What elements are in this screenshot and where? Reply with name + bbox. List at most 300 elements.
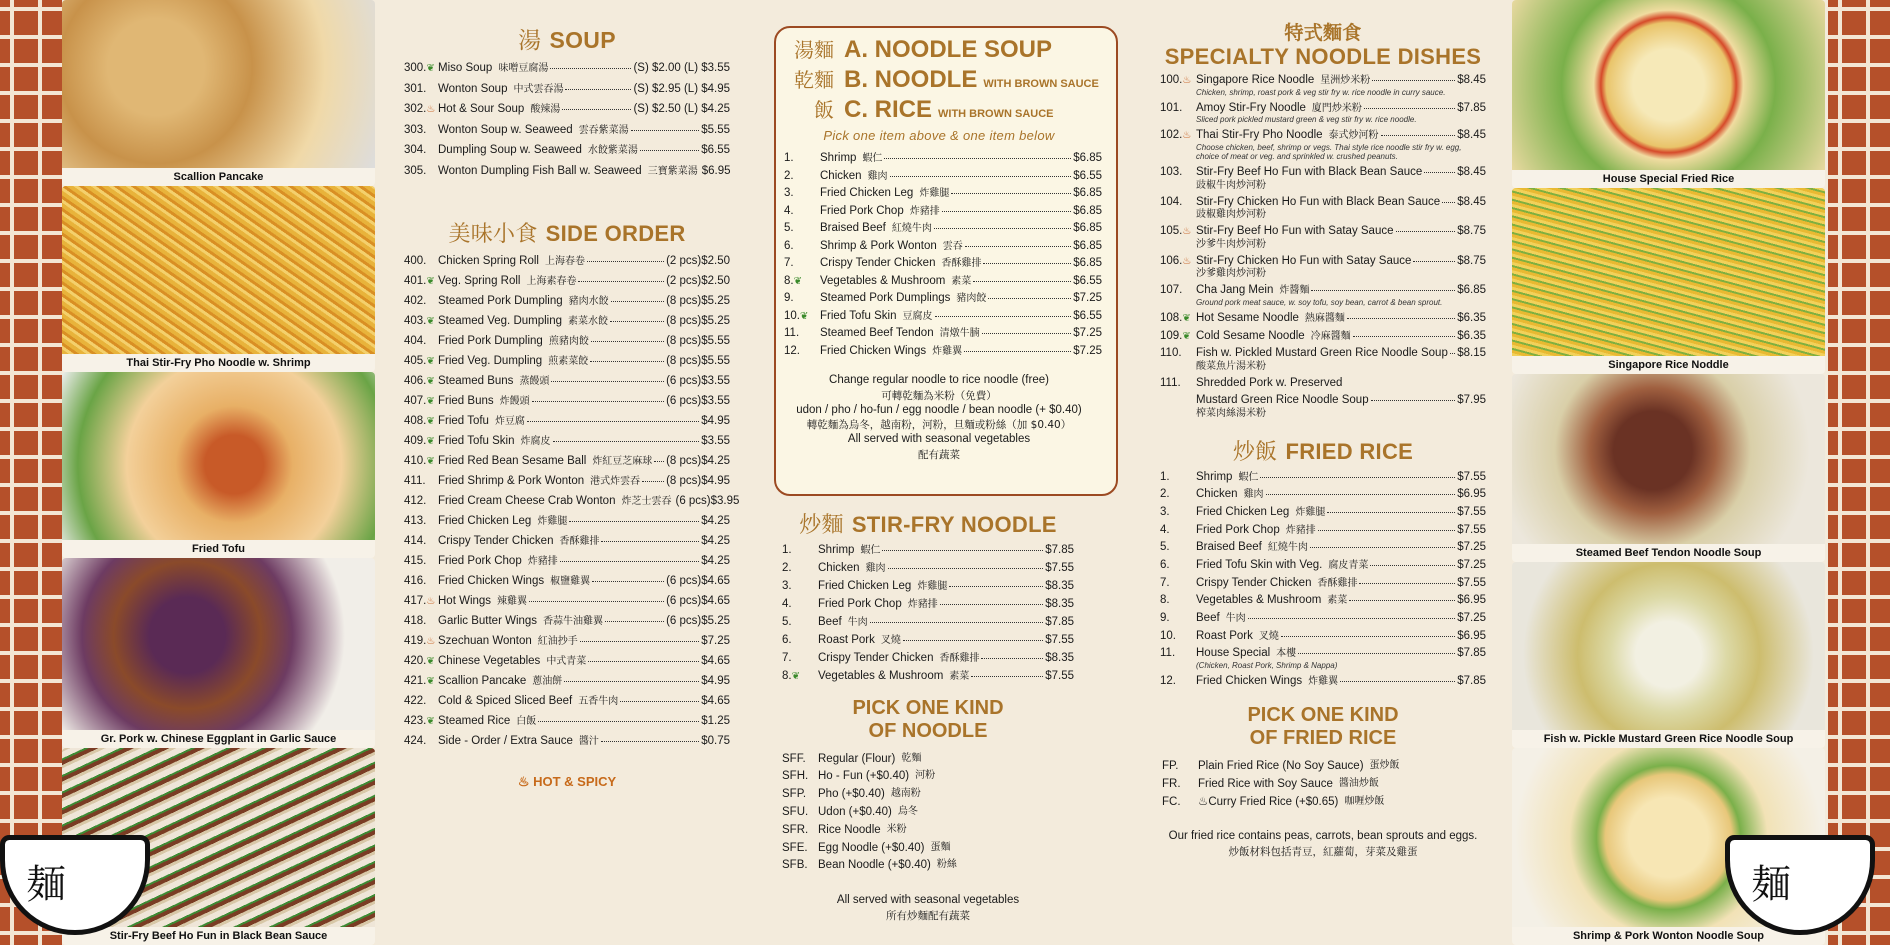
option-name: Regular (Flour) xyxy=(818,752,896,765)
leader-dots xyxy=(903,640,1043,641)
item-price: $7.25 xyxy=(1457,558,1486,571)
item-name: Fried Chicken Wings xyxy=(820,344,927,357)
noodle-box-list xyxy=(776,153,1102,357)
menu-item xyxy=(784,153,1102,165)
pick-noodle-heading: PICK ONE KIND OF NOODLE xyxy=(852,696,1004,742)
item-name: Fried Tofu xyxy=(438,415,489,427)
option-item xyxy=(782,822,1074,840)
item-name: Wonton Soup w. Seaweed xyxy=(438,123,573,136)
item-chinese-name: 香酥雞排 xyxy=(559,536,600,547)
photo-thai-pho xyxy=(62,186,375,372)
item-chinese-name: 雞肉 xyxy=(1243,489,1264,501)
leader-dots xyxy=(1260,477,1455,478)
soup-side-column xyxy=(404,22,740,790)
item-description: Sliced pork pickled mustard green & veg stir fry w. rice noodle. xyxy=(1196,115,1417,125)
leader-dots xyxy=(550,68,631,69)
pepper-icon: ♨ xyxy=(1198,795,1209,808)
item-price: $7.95 xyxy=(1457,394,1486,407)
item-name: Roast Pork xyxy=(818,634,875,646)
item-price: $7.25 xyxy=(1457,612,1486,625)
item-chinese-name: 炸饅頭 xyxy=(499,396,530,407)
leader-dots xyxy=(964,351,1071,352)
pick-noodle-list xyxy=(782,751,1074,876)
item-chinese-name: 白飯 xyxy=(516,716,537,727)
item-number: 404. xyxy=(404,335,427,347)
item-number: 302.♨ xyxy=(404,103,436,115)
item-chinese-name: 豆腐皮 xyxy=(902,310,933,322)
item-number: 412. xyxy=(404,495,427,507)
item-name: Shredded Pork w. Preserved xyxy=(1196,376,1343,389)
leaf-icon: ❦ xyxy=(426,416,435,427)
heading-title: A. NOODLE SOUP xyxy=(844,36,1053,63)
item-price: $4.25 xyxy=(701,535,730,547)
item-quantity: (6 pcs) xyxy=(666,615,702,627)
menu-item xyxy=(782,563,1074,575)
option-item xyxy=(1162,758,1486,776)
menu-item xyxy=(1160,167,1486,179)
beef-tendon-image xyxy=(1512,374,1825,544)
menu-item xyxy=(782,545,1074,557)
leader-dots xyxy=(1347,318,1455,319)
item-number: 303. xyxy=(404,123,427,136)
item-chinese-name: 酸辣湯 xyxy=(530,104,561,115)
photo-scallion-pancake xyxy=(62,0,375,186)
item-name: Crispy Tender Chicken xyxy=(818,652,934,664)
item-number: 11. xyxy=(1160,647,1176,660)
leader-dots xyxy=(971,676,1043,677)
specialty-list xyxy=(1160,75,1486,418)
menu-item xyxy=(404,716,730,728)
leader-dots xyxy=(1396,231,1456,232)
leader-dots xyxy=(551,381,664,382)
leader-dots xyxy=(1281,636,1455,637)
item-chinese-name: 炸芝士雲吞 xyxy=(621,496,672,507)
menu-item xyxy=(404,276,730,288)
item-chinese-name: 清燉牛腩 xyxy=(939,328,980,339)
item-name: Stir-Fry Chicken Ho Fun with Satay Sauce xyxy=(1196,254,1412,267)
item-price: $7.55 xyxy=(1045,562,1074,574)
option-chinese-name: 醬油炒飯 xyxy=(1338,777,1379,789)
item-chinese-name: 蝦仁 xyxy=(860,545,881,556)
item-name: Crispy Tender Chicken xyxy=(820,257,936,269)
item-price: $6.95 xyxy=(701,164,731,177)
fried-rice-heading: 炒飯 FRIED RICE xyxy=(1232,438,1414,465)
leader-dots xyxy=(1340,681,1455,682)
item-quantity: (2 pcs) xyxy=(666,255,702,267)
menu-item xyxy=(1160,75,1486,87)
item-name: Steamed Pork Dumplings xyxy=(820,292,951,304)
noodle-box-headings xyxy=(776,38,1102,122)
leader-dots xyxy=(620,701,699,702)
item-number: 9. xyxy=(784,292,794,304)
right-border-pattern xyxy=(1828,0,1890,945)
item-name: Hot Sesame Noodle xyxy=(1196,312,1299,325)
item-number: 8. xyxy=(1160,594,1170,607)
item-chinese-name: 水餃紫菜湯 xyxy=(587,145,638,156)
item-name: Fried Tofu Skin xyxy=(438,435,515,447)
stirfry-heading: 炒麵 STIR-FRY NOODLE xyxy=(799,512,1057,538)
photo-caption: Fried Tofu xyxy=(62,540,375,558)
item-price: $6.55 xyxy=(1073,309,1102,322)
item-price: $6.85 xyxy=(1073,204,1102,217)
option-chinese-name: 乾麵 xyxy=(901,752,922,764)
leaf-icon: ❦ xyxy=(1182,330,1191,342)
item-name: Vegetables & Mushroom xyxy=(818,670,944,682)
menu-item xyxy=(1160,631,1486,643)
item-chinese-name: 雲吞 xyxy=(942,240,963,252)
menu-item xyxy=(404,576,730,588)
leader-dots xyxy=(1353,336,1456,337)
item-quantity: (8 pcs) xyxy=(666,475,702,487)
menu-item xyxy=(784,188,1102,200)
leader-dots xyxy=(587,261,664,262)
leader-dots xyxy=(1381,135,1456,136)
photo-caption: Thai Stir-Fry Pho Noodle w. Shrimp xyxy=(62,354,375,372)
item-price: (S) $2.00 (L) $3.55 xyxy=(633,62,730,74)
item-number: 10.❦ xyxy=(784,309,809,322)
leaf-icon: ❦ xyxy=(1182,313,1191,325)
item-number: 103. xyxy=(1160,166,1183,179)
item-chinese-name: 香酥雞排 xyxy=(1317,577,1358,589)
item-number: 5. xyxy=(784,222,794,234)
item-number: 301. xyxy=(404,82,427,95)
option-chinese-name: 咖喱炒飯 xyxy=(1344,795,1385,807)
leader-dots xyxy=(1248,618,1456,619)
noodle-soup-box xyxy=(774,26,1118,496)
item-price: $2.50 xyxy=(701,255,730,267)
menu-item xyxy=(404,696,730,708)
option-code: SFB. xyxy=(782,859,808,872)
option-name: Ho - Fun (+$0.40) xyxy=(818,770,910,783)
item-name: Shrimp & Pork Wonton xyxy=(820,239,937,252)
option-chinese-name: 米粉 xyxy=(886,823,907,835)
item-number: 413. xyxy=(404,515,427,527)
menu-item xyxy=(1160,648,1486,660)
leaf-icon: ❦ xyxy=(426,376,435,387)
item-number: 3. xyxy=(784,187,794,199)
item-price: $5.55 xyxy=(701,335,730,347)
item-chinese-name: 雞肉 xyxy=(867,170,888,182)
leader-dots xyxy=(951,193,1071,194)
item-number: 403.❦ xyxy=(404,315,435,327)
item-price: $4.65 xyxy=(701,695,730,707)
option-chinese-name: 蛋炒飯 xyxy=(1369,759,1400,771)
item-chinese-name: 五香牛肉 xyxy=(578,696,619,707)
leader-dots xyxy=(578,281,664,282)
pepper-icon: ♨ xyxy=(426,636,436,647)
leader-dots xyxy=(981,658,1043,659)
item-chinese-name: 牛肉 xyxy=(847,617,868,628)
leader-dots xyxy=(654,461,664,462)
item-name: Braised Beef xyxy=(820,222,886,234)
leaf-icon: ❦ xyxy=(426,276,435,287)
item-chinese-name: 叉燒 xyxy=(1258,630,1279,642)
option-name: Plain Fried Rice (No Soy Sauce) xyxy=(1198,759,1364,772)
menu-item xyxy=(404,356,730,368)
item-number: 1. xyxy=(782,544,792,556)
leaf-icon: ❦ xyxy=(426,436,435,447)
item-number: 2. xyxy=(1160,488,1170,501)
leader-dots xyxy=(942,211,1071,212)
item-number: 6. xyxy=(1160,558,1170,571)
item-chinese-name: 辣雞翼 xyxy=(497,596,528,607)
item-chinese-name: 炸雞翼 xyxy=(1308,676,1339,688)
menu-item xyxy=(404,556,730,568)
item-chinese-name: 炸醬麵 xyxy=(1279,285,1310,297)
item-chinese-name: 素菜水餃 xyxy=(568,316,609,327)
item-price: $4.95 xyxy=(701,415,730,427)
item-number: 7. xyxy=(782,652,792,664)
specialty-heading-zh: 特式麵食 xyxy=(1284,23,1362,44)
option-name: Rice Noodle xyxy=(818,823,881,836)
menu-item xyxy=(1160,507,1486,519)
item-price: $5.25 xyxy=(701,615,730,627)
item-price: $3.55 xyxy=(701,395,730,407)
item-number: 418. xyxy=(404,615,427,627)
item-name: Chicken xyxy=(1196,488,1238,501)
item-chinese-name: 冷麻醬麵 xyxy=(1310,330,1351,342)
menu-item xyxy=(782,653,1074,665)
item-chinese-name: 炸豬排 xyxy=(1285,524,1316,536)
photo-caption: Gr. Pork w. Chinese Eggplant in Garlic Sauce xyxy=(62,730,375,748)
menu-item xyxy=(1160,489,1486,501)
item-name: Fried Pork Chop xyxy=(1196,523,1280,536)
item-chinese-name: 炸豬排 xyxy=(907,599,938,610)
item-price: $6.85 xyxy=(1073,239,1102,252)
item-name: Fried Red Bean Sesame Ball xyxy=(438,455,587,467)
item-number: 106.♨ xyxy=(1160,254,1192,267)
menu-item xyxy=(1160,595,1486,607)
item-chinese-name: 香酥雞排 xyxy=(941,258,982,269)
item-number: 3. xyxy=(782,580,792,592)
right-photo-column xyxy=(1512,0,1825,945)
item-name: Fried Pork Dumpling xyxy=(438,335,543,347)
item-price: $8.35 xyxy=(1045,598,1074,610)
item-number: 416. xyxy=(404,575,427,587)
item-number: 420.❦ xyxy=(404,655,435,667)
item-name: Side - Order / Extra Sauce xyxy=(438,735,573,747)
item-number: 12. xyxy=(784,344,800,357)
item-name: Hot & Sour Soup xyxy=(438,103,525,115)
option-code: FP. xyxy=(1162,759,1179,772)
leader-dots xyxy=(888,568,1044,569)
leader-dots xyxy=(1442,202,1455,203)
option-item xyxy=(1162,794,1486,812)
leader-dots xyxy=(1298,653,1455,654)
leader-dots xyxy=(949,586,1043,587)
item-chinese-name: 素菜 xyxy=(1327,595,1348,607)
item-number: 405.❦ xyxy=(404,355,435,367)
menu-item xyxy=(782,599,1074,611)
item-number: 105.♨ xyxy=(1160,225,1192,238)
option-item xyxy=(782,786,1074,804)
fried-rice-note: Our fried rice contains peas, carrots, bean sprouts and eggs. 炒飯材料包括青豆，紅蘿蔔，芽菜及雞蛋 xyxy=(1168,830,1478,858)
item-name: Wonton Dumpling Fish Ball w. Seaweed xyxy=(438,164,642,177)
leader-dots xyxy=(538,721,699,722)
item-chinese-name: 中式雲吞湯 xyxy=(513,83,564,95)
item-name: Cold & Spiced Sliced Beef xyxy=(438,695,573,707)
item-price: $4.65 xyxy=(701,595,730,607)
photo-caption: Shrimp & Pork Wonton Noodle Soup xyxy=(1512,927,1825,945)
item-price: $4.25 xyxy=(701,455,730,467)
item-chinese-name: 酸菜魚片湯米粉 xyxy=(1196,360,1266,372)
item-name: Steamed Pork Dumpling xyxy=(438,295,563,307)
item-chinese-name: 素菜 xyxy=(951,275,972,287)
leader-dots xyxy=(610,321,664,322)
item-name: Fried Cream Cheese Crab Wonton xyxy=(438,495,616,507)
item-name: Fish w. Pickled Mustard Green Rice Noodle Soup xyxy=(1196,347,1448,360)
item-price: $7.25 xyxy=(701,635,730,647)
item-price: $6.85 xyxy=(1073,257,1102,269)
scallion-pancake-image xyxy=(62,0,375,168)
item-name: Fried Pork Chop xyxy=(820,204,904,217)
item-price: $7.85 xyxy=(1045,616,1074,628)
leader-dots xyxy=(631,130,700,131)
leader-dots xyxy=(601,541,699,542)
item-chinese-name: 炸豆腐 xyxy=(494,416,525,427)
menu-item xyxy=(404,596,730,608)
item-chinese-name: 中式青菜 xyxy=(546,656,587,667)
item-chinese-name: 腐皮青菜 xyxy=(1328,559,1369,571)
item-price: $6.35 xyxy=(1457,312,1486,325)
menu-item xyxy=(404,396,730,408)
singapore-noodle-image xyxy=(1512,188,1825,356)
mustard-soup-image xyxy=(1512,562,1825,730)
item-chinese-name: 星洲炒米粉 xyxy=(1320,75,1371,87)
leader-dots xyxy=(591,341,664,342)
option-code: SFE. xyxy=(782,841,808,854)
leader-dots xyxy=(1318,530,1455,531)
heading-chinese: 湯麵 xyxy=(794,38,834,62)
item-price: $5.55 xyxy=(701,355,730,367)
menu-item xyxy=(404,166,730,178)
item-name: Scallion Pancake xyxy=(438,675,527,687)
item-number: 100.♨ xyxy=(1160,74,1192,87)
item-price: $7.25 xyxy=(1073,292,1102,304)
menu-item xyxy=(1160,226,1486,238)
heading-subtitle: WITH BROWN SAUCE xyxy=(983,78,1099,90)
item-number: 402. xyxy=(404,295,427,307)
leader-dots xyxy=(588,661,699,662)
item-price: $4.65 xyxy=(701,655,730,667)
menu-item xyxy=(1160,378,1486,390)
item-quantity: (8 pcs) xyxy=(666,335,702,347)
leader-dots xyxy=(1450,353,1455,354)
menu-item xyxy=(404,476,730,488)
item-name: Szechuan Wonton xyxy=(438,635,532,647)
menu-item xyxy=(1160,578,1486,590)
leader-dots xyxy=(1349,600,1455,601)
item-number: 110. xyxy=(1160,347,1182,360)
menu-item xyxy=(1160,197,1486,209)
photo-mustard-soup xyxy=(1512,562,1825,748)
menu-item xyxy=(1160,256,1486,268)
item-quantity: (6 pcs) xyxy=(666,595,702,607)
noodle-box-heading xyxy=(776,98,1102,122)
menu-item xyxy=(1160,542,1486,554)
item-price: $6.85 xyxy=(1073,222,1102,234)
specialty-heading: SPECIALTY NOODLE DISHES xyxy=(1164,43,1482,69)
option-item xyxy=(782,804,1074,822)
item-number: 107. xyxy=(1160,284,1183,297)
menu-item xyxy=(784,293,1102,305)
item-number: 401.❦ xyxy=(404,275,435,287)
item-number: 411. xyxy=(404,475,426,487)
item-number: 104. xyxy=(1160,195,1183,208)
item-chinese-name: 紅燒牛肉 xyxy=(891,223,932,234)
bowl-mark: 麺 xyxy=(1751,862,1791,908)
option-code: SFR. xyxy=(782,823,809,836)
item-price: $2.50 xyxy=(701,275,730,287)
leaf-icon: ❦ xyxy=(426,396,435,407)
leader-dots xyxy=(965,246,1071,247)
item-description: (Chicken, Roast Pork, Shrimp & Nappa) xyxy=(1196,661,1338,671)
pick-instruction: Pick one item above & one item below xyxy=(823,128,1055,143)
item-number: 414. xyxy=(404,535,427,547)
menu-item xyxy=(404,104,730,116)
leader-dots xyxy=(870,622,1044,623)
menu-item xyxy=(784,346,1102,358)
photo-caption: Steamed Beef Tendon Noodle Soup xyxy=(1512,544,1825,562)
leader-dots xyxy=(1310,547,1455,548)
item-number: 4. xyxy=(784,204,794,217)
item-price: $7.55 xyxy=(1045,670,1074,682)
menu-item xyxy=(404,656,730,668)
item-chinese-name: 素菜 xyxy=(949,671,970,682)
item-price: $1.25 xyxy=(701,715,730,727)
menu-item xyxy=(1160,103,1486,115)
option-item xyxy=(782,751,1074,769)
item-chinese-name: 炸雞腿 xyxy=(919,188,950,199)
item-price: $8.75 xyxy=(1457,254,1486,267)
item-price: $6.55 xyxy=(1073,169,1102,182)
leader-dots xyxy=(884,158,1071,159)
item-number: 305. xyxy=(404,164,427,177)
item-price: $0.75 xyxy=(701,735,730,747)
item-quantity: (6 pcs) xyxy=(666,395,702,407)
option-name: Bean Noodle (+$0.40) xyxy=(818,859,931,872)
menu-item xyxy=(1160,313,1486,325)
leader-dots xyxy=(611,301,664,302)
item-price: $7.85 xyxy=(1457,647,1486,660)
item-price: $6.95 xyxy=(1457,488,1486,501)
leader-dots xyxy=(590,361,664,362)
menu-item xyxy=(404,376,730,388)
menu-item xyxy=(784,241,1102,253)
noodle-box-notes: Change regular noodle to rice noodle (free) 可轉乾麵為米粉（免費） udon / pho / ho-fun / egg noodle / bean noodle (+ $0.40) 轉乾麵為烏冬，越南粉，河粉，旦麵或粉絲（加 $0.40） All served with seasonal vegetables 配有蔬菜 xyxy=(796,374,1082,461)
item-name: Beef xyxy=(818,616,842,628)
item-name: Fried Chicken Leg xyxy=(438,515,532,527)
photo-beef-tendon-soup xyxy=(1512,374,1825,562)
item-chinese-name: 沙爹牛肉炒河粉 xyxy=(1196,238,1266,250)
item-chinese-name: 炸豬排 xyxy=(527,556,558,567)
item-price: $7.55 xyxy=(1457,505,1486,518)
leader-dots xyxy=(565,89,631,90)
leader-dots xyxy=(605,621,664,622)
item-number: 5. xyxy=(1160,541,1170,554)
menu-item xyxy=(404,63,730,75)
photo-fried-tofu xyxy=(62,372,375,558)
menu-item xyxy=(1160,395,1486,407)
noodle-box-inner xyxy=(776,28,1116,462)
item-name: Fried Veg. Dumpling xyxy=(438,355,543,367)
item-name: Crispy Tender Chicken xyxy=(1196,576,1312,589)
leader-dots xyxy=(1266,494,1456,495)
leader-dots xyxy=(1372,80,1455,81)
leader-dots xyxy=(988,298,1071,299)
leader-dots xyxy=(982,333,1072,334)
item-number: 3. xyxy=(1160,505,1170,518)
